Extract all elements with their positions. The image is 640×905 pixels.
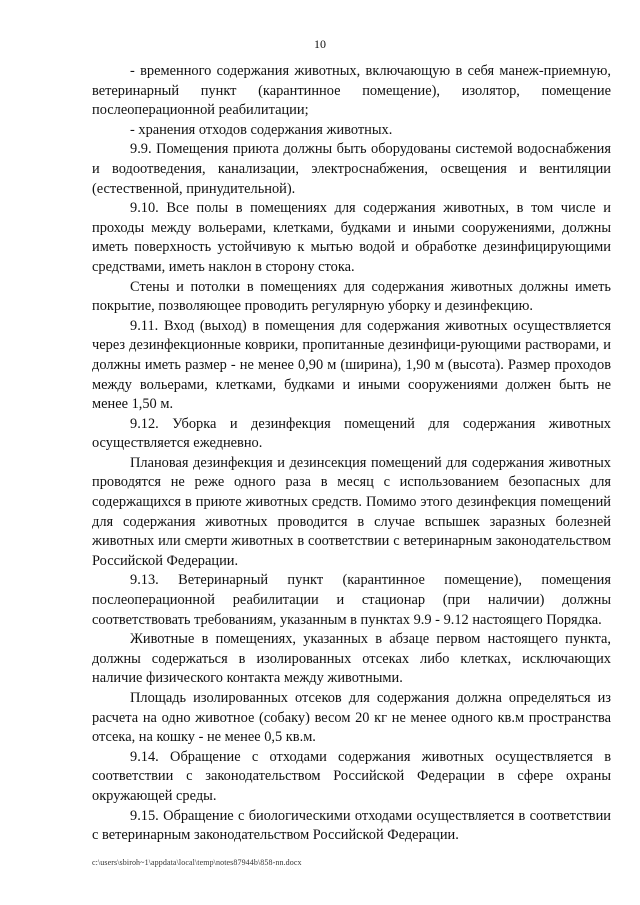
document-body bbox=[92, 62, 611, 846]
paragraph-walls-ceilings: Стены и потолки в помещениях для содержания животных должны иметь покрытие, позволяющее проводить регулярную уборку и дезинфекцию. bbox=[92, 278, 611, 315]
paragraph-9-10: 9.10. Все полы в помещениях для содержания животных, в том числе и проходы между вольерами, клетками, будками и иными сооружениями, должны иметь поверхность устойчивую к мытью водой и обработке дезинфицирующими средствами, иметь наклон в сторону стока. bbox=[92, 200, 611, 275]
paragraph-temporary-housing: - временного содержания животных, включающую в себя манеж-приемную, ветеринарный пункт (карантинное помещение), изолятор, помещение послеоперационной реабилитации; bbox=[92, 63, 611, 119]
paragraph-9-12: 9.12. Уборка и дезинфекция помещений для содержания животных осуществляется ежедневно. bbox=[92, 415, 611, 452]
paragraph-9-11: 9.11. Вход (выход) в помещения для содержания животных осуществляется через дезинфекционные коврики, пропитанные дезинфици-рующими растворами, и должны иметь размер - не менее 0,90 м (ширина), 1,90 м (высота). Размер проходов между вольерами, клетками, будками и иными сооружениями должен быть не менее 1,50 м. bbox=[92, 317, 611, 413]
paragraph-compartment-area: Площадь изолированных отсеков для содержания должна определяться из расчета на одно животное (собаку) весом 20 кг не менее одного кв.м пространства отсека, на кошку - не менее 0,5 кв.м. bbox=[92, 690, 611, 746]
paragraph-9-9: 9.9. Помещения приюта должны быть оборудованы системой водоснабжения и водоотведения, канализации, электроснабжения, освещения и вентиляции (естественной, принудительной). bbox=[92, 141, 611, 197]
paragraph-9-13: 9.13. Ветеринарный пункт (карантинное помещение), помещения послеоперационной реабилитации и стационар (при наличии) должны соответствовать требованиям, указанным в пунктах 9.9 - 9.12 настоящего Порядка. bbox=[92, 572, 611, 628]
paragraph-waste-storage: - хранения отходов содержания животных. bbox=[130, 121, 393, 138]
page-number: 10 bbox=[314, 37, 326, 51]
paragraph-isolated-compartments: Животные в помещениях, указанных в абзаце первом настоящего пункта, должны содержаться в изолированных отсеках либо клетках, исключающих наличие физического контакта между животными. bbox=[92, 631, 611, 687]
footer-file-path: c:\users\sbiroh~1\appdata\local\temp\notes87944b\858-nn.docx bbox=[92, 858, 302, 867]
paragraph-9-15: 9.15. Обращение с биологическими отходами осуществляется в соответствии с ветеринарным законодательством Российской Федерации. bbox=[92, 807, 611, 844]
paragraph-planned-disinfection: Плановая дезинфекция и дезинсекция помещений для содержания животных проводятся не реже одного раза в месяц с использованием безопасных для содержащихся в приюте животных средств. Помимо этого дезинфекция помещений для содержания животных проводится в случае вспышек заразных болезней животных или смерти животных в соответствии с ветеринарным законодательством Российской Федерации. bbox=[92, 454, 611, 569]
paragraph-9-14: 9.14. Обращение с отходами содержания животных осуществляется в соответствии с законодательством Российской Федерации в сфере охраны окружающей среды. bbox=[92, 748, 611, 804]
